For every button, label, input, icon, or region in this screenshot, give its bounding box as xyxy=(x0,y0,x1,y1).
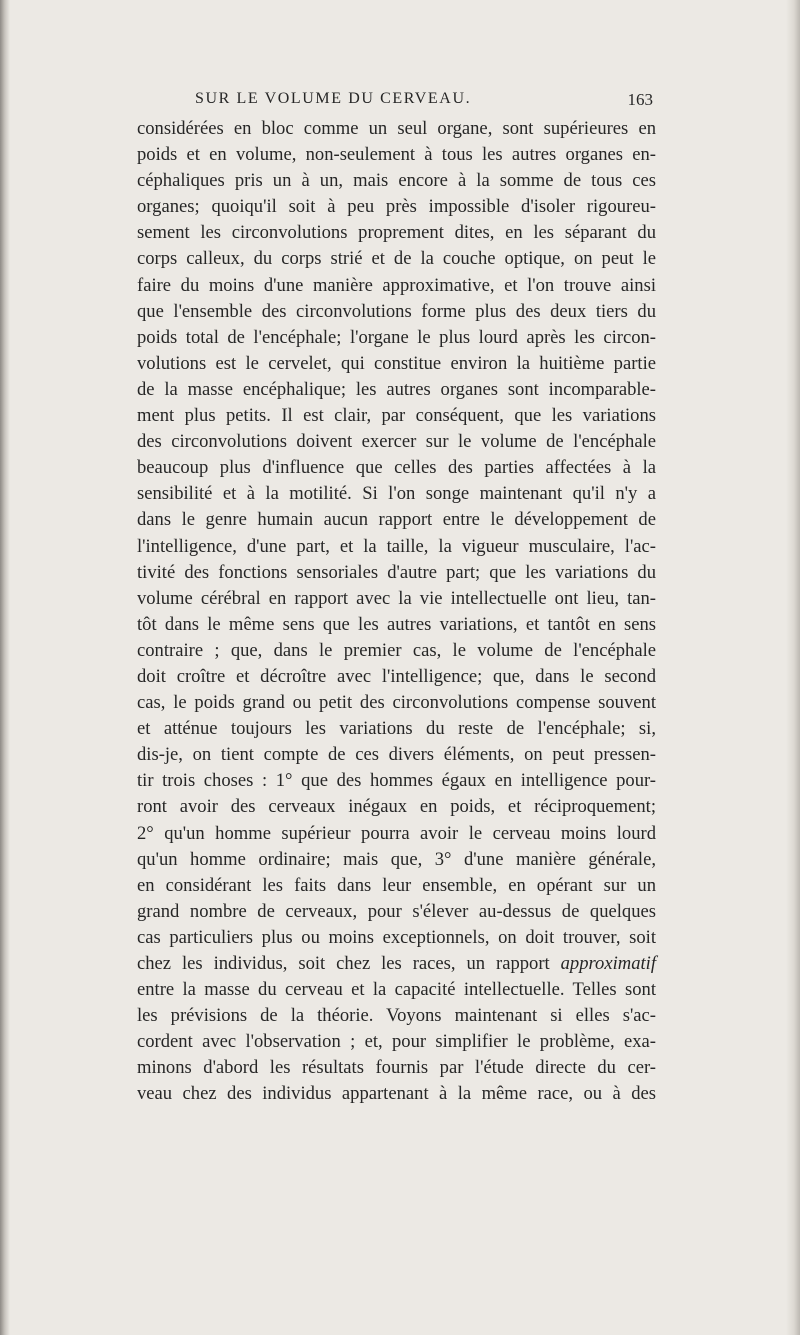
running-head xyxy=(195,90,653,112)
text-line-16: dans le genre humain aucun rapport entre le développement de xyxy=(137,509,656,531)
text-line-19: volume cérébral en rapport avec la vie intellectuelle ont lieu, tan- xyxy=(137,587,656,609)
text-line-28: 2° qu'un homme supérieur pourra avoir le cerveau moins lourd xyxy=(137,822,656,844)
text-line-33 xyxy=(137,951,656,977)
text-line-31: grand nombre de cerveaux, pour s'élever au-dessus de quelques xyxy=(137,900,656,922)
text-line-26: tir trois choses : 1° que des hommes égaux en intelligence pour- xyxy=(137,770,656,792)
page-number: 163 xyxy=(627,90,653,109)
text-line-20: tôt dans le même sens que les autres variations, et tantôt en sens xyxy=(137,613,656,635)
text-line-6: corps calleux, du corps strié et de la couche optique, on peut le xyxy=(137,248,656,270)
text-line-9: poids total de l'encéphale; l'organe le plus lourd après les circon- xyxy=(137,326,656,348)
text-line-27: ront avoir des cerveaux inégaux en poids, et réciproquement; xyxy=(137,796,656,818)
scan-shadow-right xyxy=(786,0,800,1335)
text-line-3: céphaliques pris un à un, mais encore à la somme de tous ces xyxy=(137,170,656,192)
body-text xyxy=(137,116,656,1108)
text-line-2: poids et en volume, non-seulement à tous les autres organes en- xyxy=(137,144,656,166)
text-line-37: minons d'abord les résultats fournis par l'étude directe du cer- xyxy=(137,1057,656,1079)
text-line-32: cas particuliers plus ou moins exceptionnels, on doit trouver, soit xyxy=(137,926,656,948)
text-line-22: doit croître et décroître avec l'intelligence; que, dans le second xyxy=(137,665,656,687)
text-line-7: faire du moins d'une manière approximative, et l'on trouve ainsi xyxy=(137,274,656,296)
text-line-15: sensibilité et à la motilité. Si l'on songe maintenant qu'il n'y a xyxy=(137,483,656,505)
text-line-35: les prévisions de la théorie. Voyons maintenant si elles s'ac- xyxy=(137,1005,656,1027)
text-line-25: dis-je, on tient compte de ces divers éléments, on peut pressen- xyxy=(137,744,656,766)
text-line-21: contraire ; que, dans le premier cas, le volume de l'encéphale xyxy=(137,639,656,661)
text-line-11: de la masse encéphalique; les autres organes sont incomparable- xyxy=(137,378,656,400)
scan-shadow-left xyxy=(0,0,10,1335)
text-line-38: veau chez des individus appartenant à la même race, ou à des xyxy=(137,1083,656,1105)
text-line-17: l'intelligence, d'une part, et la taille, la vigueur musculaire, l'ac- xyxy=(137,535,656,557)
text-line-29: qu'un homme ordinaire; mais que, 3° d'une manière générale, xyxy=(137,848,656,870)
running-title: SUR LE VOLUME DU CERVEAU. xyxy=(195,90,472,107)
text-line-14: beaucoup plus d'influence que celles des parties affectées à la xyxy=(137,457,656,479)
text-line-8: que l'ensemble des circonvolutions forme plus des deux tiers du xyxy=(137,300,656,322)
text-line-13: des circonvolutions doivent exercer sur le volume de l'encéphale xyxy=(137,431,656,453)
italic-emphasis: approximatif xyxy=(560,953,656,974)
text-line-30: en considérant les faits dans leur ensemble, en opérant sur un xyxy=(137,874,656,896)
text-line-5: sement les circonvolutions proprement dites, en les séparant du xyxy=(137,222,656,244)
text-line-1: considérées en bloc comme un seul organe, sont supérieures en xyxy=(137,118,656,139)
text-line-12: ment plus petits. Il est clair, par conséquent, que les variations xyxy=(137,405,656,427)
text-line-34: entre la masse du cerveau et la capacité intellectuelle. Telles sont xyxy=(137,979,656,1001)
text-line-36: cordent avec l'observation ; et, pour simplifier le problème, exa- xyxy=(137,1031,656,1053)
text-line-10: volutions est le cervelet, qui constitue environ la huitième partie xyxy=(137,352,656,374)
text-line-23: cas, le poids grand ou petit des circonvolutions compense souvent xyxy=(137,692,656,714)
text-line-24: et atténue toujours les variations du reste de l'encéphale; si, xyxy=(137,718,656,740)
text-line-18: tivité des fonctions sensoriales d'autre part; que les variations du xyxy=(137,561,656,583)
text-line-4: organes; quoiqu'il soit à peu près impossible d'isoler rigoureu- xyxy=(137,196,656,218)
text-line-33-roman: chez les individus, soit chez les races, un rapport xyxy=(137,953,561,974)
